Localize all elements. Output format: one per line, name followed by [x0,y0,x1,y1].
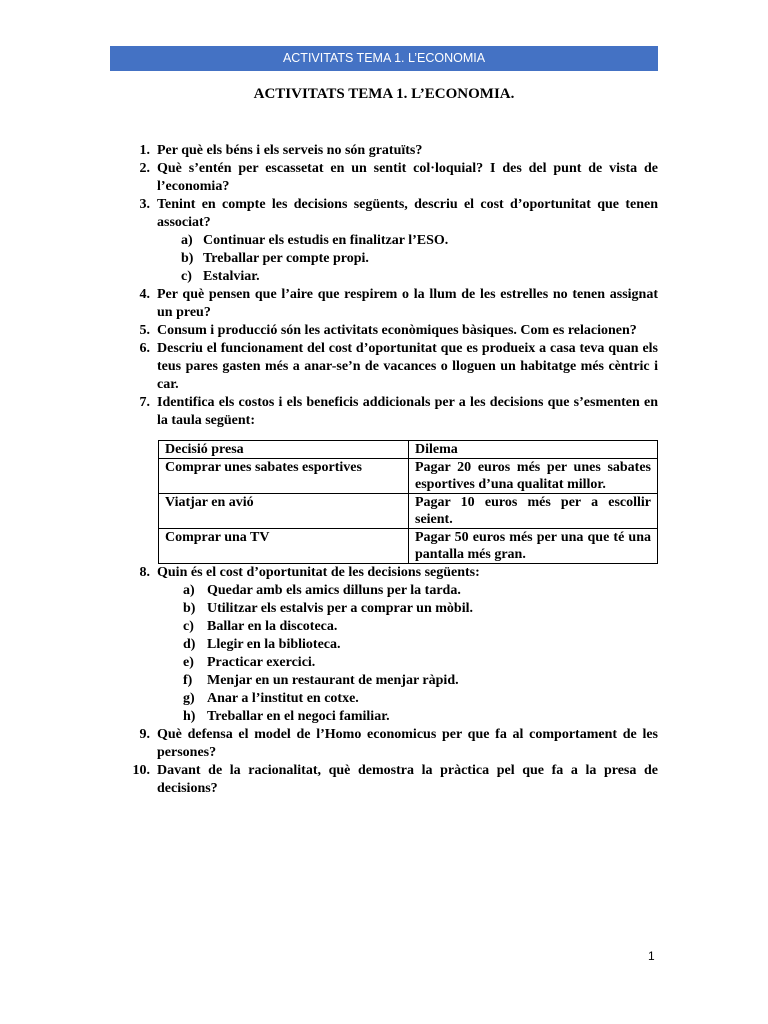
question-10 [130,762,658,798]
item-letter: f) [183,673,193,688]
activities-list [130,142,658,798]
item-letter: d) [183,637,196,652]
table-cell: Pagar 20 euros més per unes sabates esportives d’una qualitat millor. [409,459,658,494]
list-item [181,268,658,286]
item-letter: e) [183,655,194,670]
list-item [183,654,658,672]
question-number: 8. [139,565,150,580]
item-text: Menjar en un restaurant de menjar ràpid. [207,673,459,688]
item-text: Utilitzar els estalvis per a comprar un mòbil. [207,601,473,616]
question-text: Per què els béns i els serveis no són gratuïts? [157,143,423,158]
question-text: Descriu el funcionament del cost d’oportunitat que es produeix a casa teva quan els teus pares gasten més a anar-se’n de vacances o lloguen un habitatge més cèntric i car. [157,341,658,392]
question-text: Consum i producció són les activitats econòmiques bàsiques. Com es relacionen? [157,323,637,338]
table-header-cell: Dilema [409,441,658,459]
item-letter: a) [183,583,195,598]
list-item [183,690,658,708]
question-number: 10. [132,763,150,778]
question-3-sublist [181,232,658,286]
question-number: 9. [139,727,150,742]
table-cell: Viatjar en avió [159,494,409,529]
list-item [183,672,658,690]
item-letter: b) [181,251,194,266]
item-text: Treballar per compte propi. [203,251,369,266]
table-row [159,494,658,529]
list-item [181,250,658,268]
document-title: ACTIVITATS TEMA 1. L’ECONOMIA. [253,86,515,102]
question-8 [130,564,658,582]
question-text: Davant de la racionalitat, què demostra la pràctica pel que fa a la presa de decisions? [157,763,658,796]
item-text: Ballar en la discoteca. [207,619,338,634]
question-number: 6. [139,341,150,356]
item-text: Continuar els estudis en finalitzar l’ESO. [203,233,449,248]
item-text: Llegir en la biblioteca. [207,637,341,652]
question-5 [130,322,658,340]
decisions-table [158,440,658,564]
question-text: Identifica els costos i els beneficis addicionals per a les decisions que s’esmenten en la taula següent: [157,395,658,428]
page-number: 1 [648,949,655,963]
item-letter: c) [183,619,194,634]
question-number: 4. [139,287,150,302]
item-letter: g) [183,691,195,706]
question-number: 3. [139,197,150,212]
question-text: Tenint en compte les decisions següents, descriu el cost d’oportunitat que tenen associat? [157,197,658,230]
table-header-row [159,441,658,459]
list-item [183,600,658,618]
table-row [159,529,658,564]
table-cell: Comprar unes sabates esportives [159,459,409,494]
item-letter: h) [183,709,196,724]
item-text: Quedar amb els amics dilluns per la tarda. [207,583,461,598]
question-number: 2. [139,161,150,176]
list-item [181,232,658,250]
item-letter: c) [181,269,192,284]
table-cell: Comprar una TV [159,529,409,564]
question-1 [130,142,658,160]
item-text: Anar a l’institut en cotxe. [207,691,359,706]
question-text: Per què pensen que l’aire que respirem o la llum de les estrelles no tenen assignat un preu? [157,287,658,320]
question-text: Què s’entén per escassetat en un sentit col·loquial? I des del punt de vista de l’economia? [157,161,658,194]
list-item [183,582,658,600]
table-cell: Pagar 10 euros més per a escollir seient. [409,494,658,529]
item-text: Treballar en el negoci familiar. [207,709,390,724]
question-text: Què defensa el model de l’Homo economicus per que fa al comportament de les persones? [157,727,658,760]
item-text: Practicar exercici. [207,655,316,670]
table-header-cell: Decisió presa [159,441,409,459]
list-item [183,618,658,636]
question-text: Quin és el cost d’oportunitat de les decisions següents: [157,565,480,580]
question-7 [130,394,658,430]
question-4 [130,286,658,322]
question-6 [130,340,658,394]
question-2 [130,160,658,196]
item-letter: a) [181,233,193,248]
question-number: 1. [139,143,150,158]
question-9 [130,726,658,762]
table-row [159,459,658,494]
running-header: ACTIVITATS TEMA 1. L’ECONOMIA [110,46,658,71]
item-text: Estalviar. [203,269,260,284]
question-3 [130,196,658,232]
question-number: 7. [139,395,150,410]
table-cell: Pagar 50 euros més per una que té una pantalla més gran. [409,529,658,564]
question-8-sublist [183,582,658,726]
list-item [183,636,658,654]
item-letter: b) [183,601,196,616]
list-item [183,708,658,726]
question-number: 5. [139,323,150,338]
